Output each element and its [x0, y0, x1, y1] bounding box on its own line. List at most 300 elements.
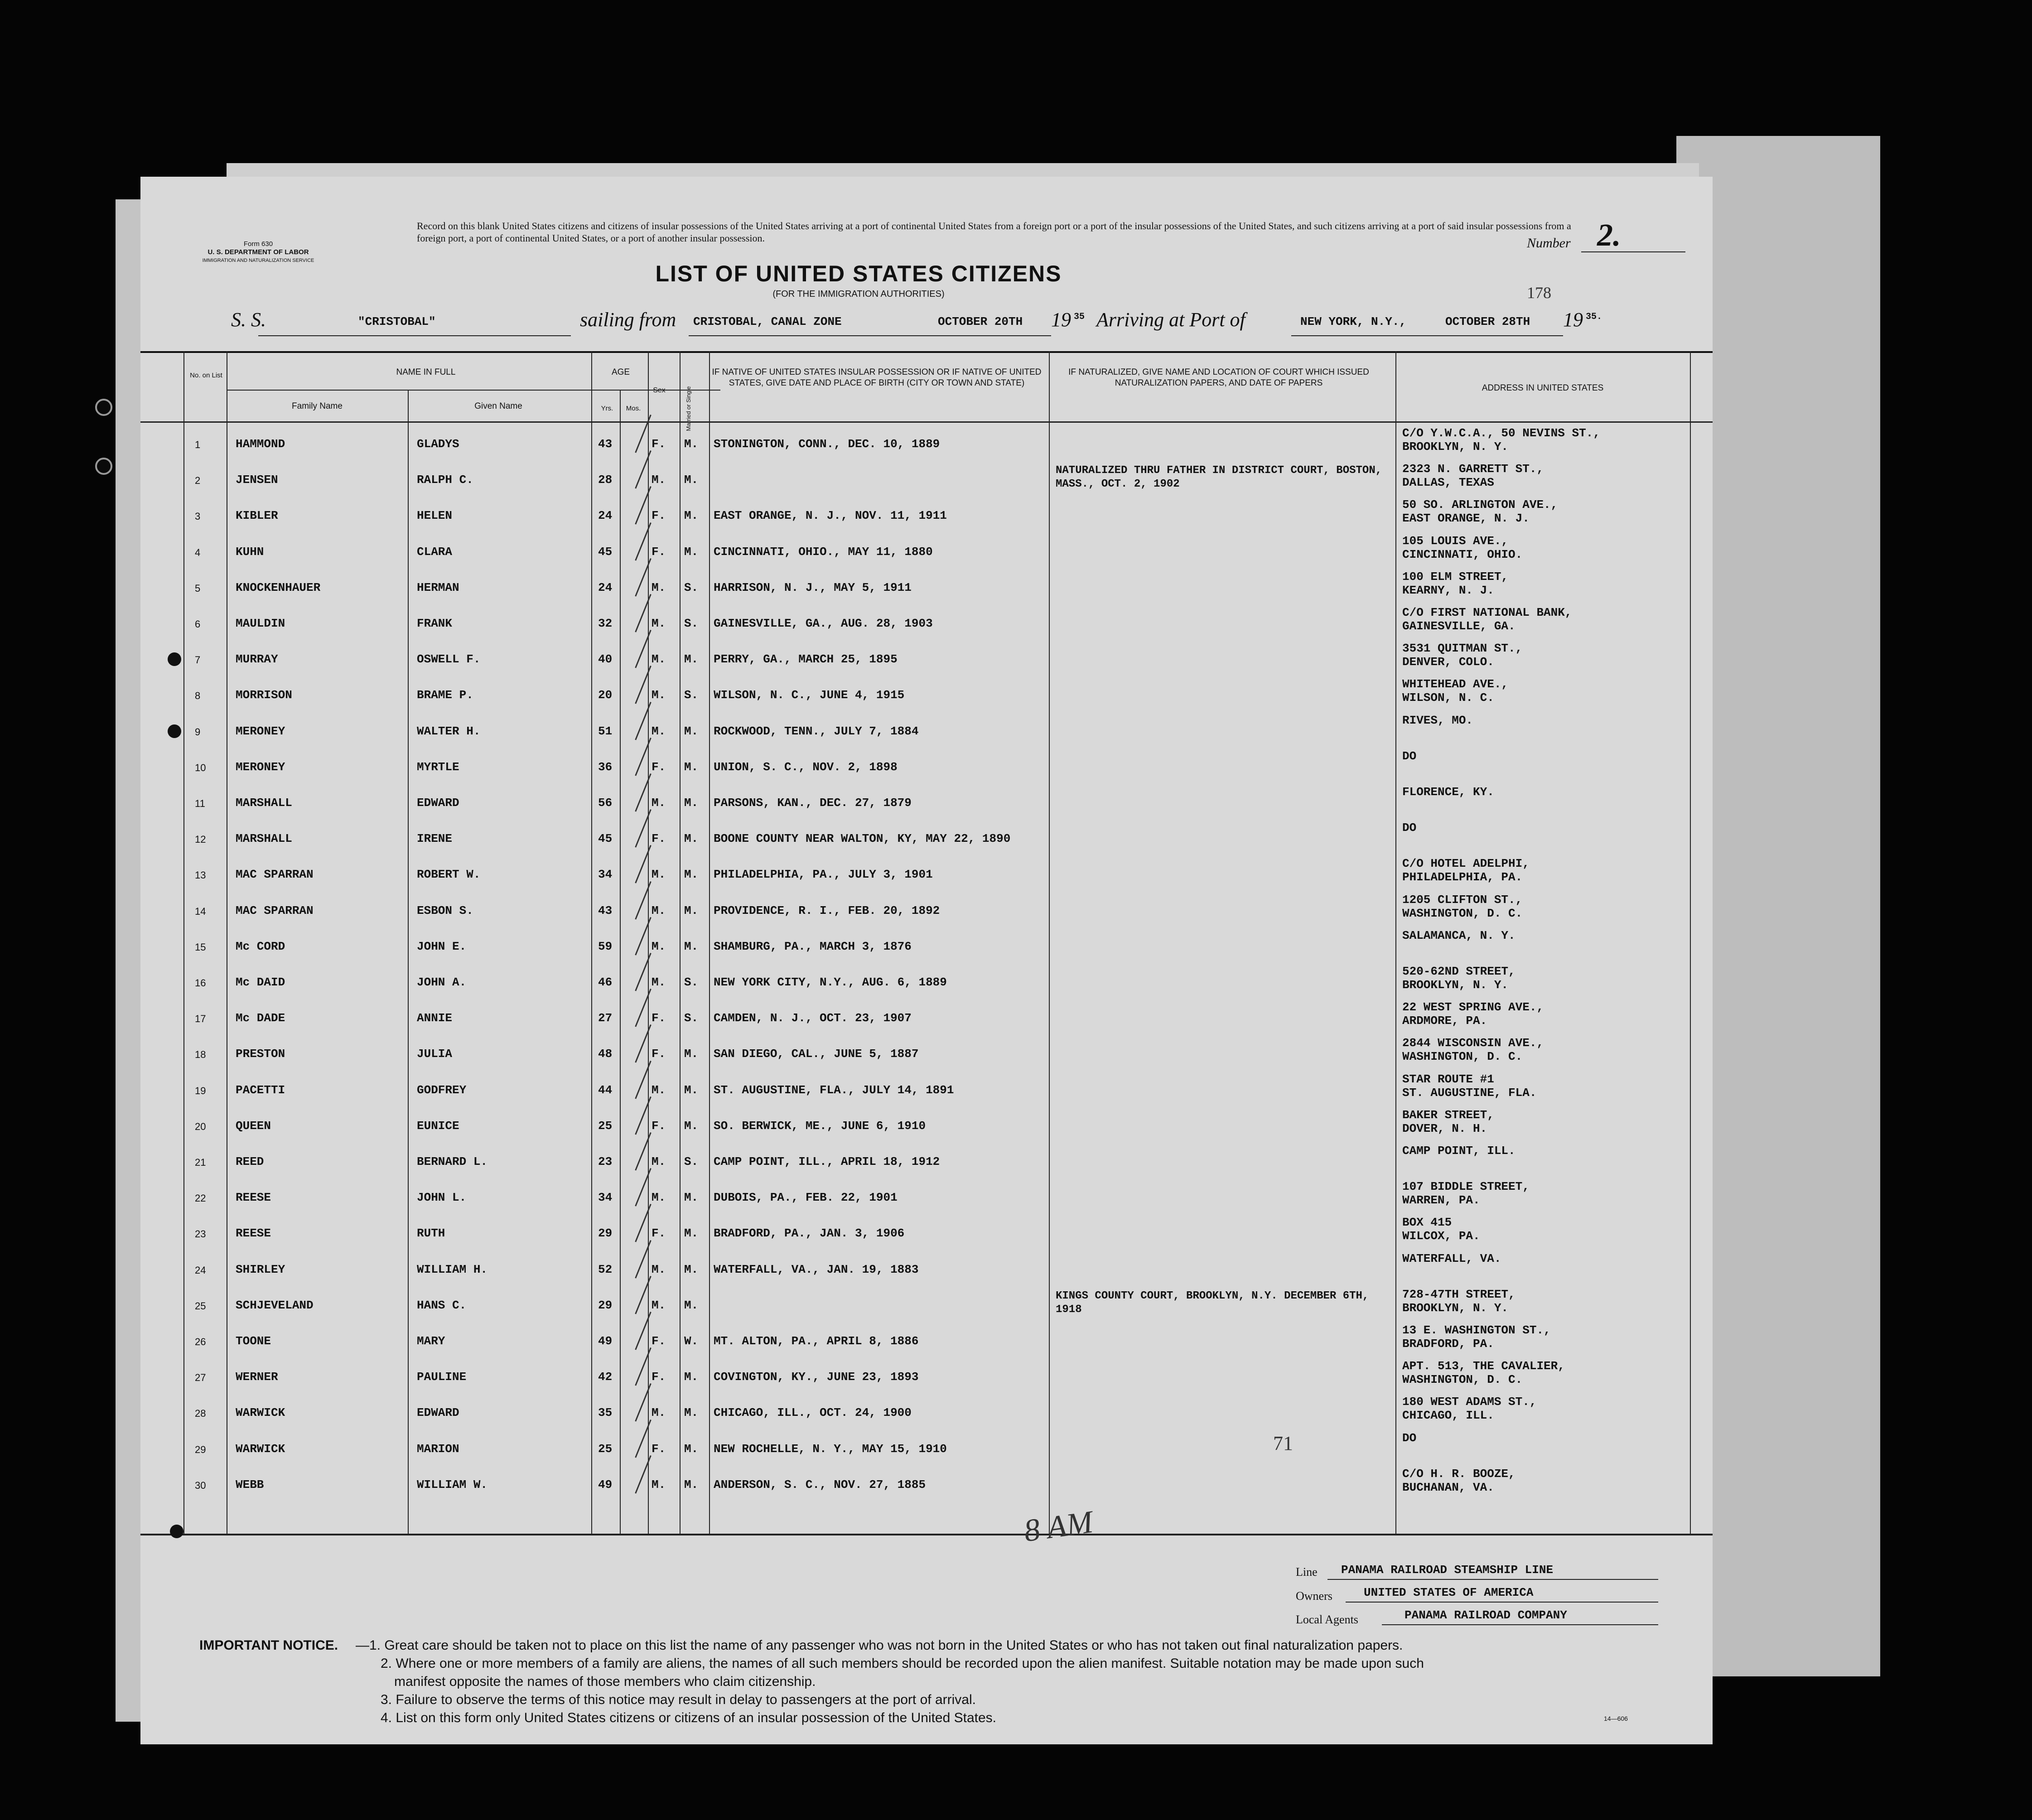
sex: F. [652, 1370, 666, 1384]
marital-status: M. [684, 939, 699, 953]
sex: F. [652, 545, 666, 559]
birth-place-date: PROVIDENCE, R. I., FEB. 20, 1892 [714, 903, 940, 917]
age-years: 29 [598, 1226, 613, 1241]
age-years: 24 [598, 509, 613, 523]
birth-place-date: CINCINNATI, OHIO., MAY 11, 1880 [714, 545, 933, 559]
marital-status: M. [684, 760, 699, 774]
birth-place-date: EAST ORANGE, N. J., NOV. 11, 1911 [714, 509, 947, 523]
table-row [140, 464, 1713, 500]
address-line-1: FLORENCE, KY. [1402, 785, 1494, 799]
punch-hole [170, 1525, 183, 1538]
given-name: EDWARD [417, 1406, 459, 1420]
marital-status: M. [684, 1442, 699, 1456]
year-2: 35. [1586, 312, 1602, 322]
address-line-1: WHITEHEAD AVE., [1402, 677, 1509, 691]
table-row [140, 1289, 1713, 1326]
given-name: RUTH [417, 1226, 445, 1241]
year-prefix-2: 19 [1563, 309, 1583, 331]
row-number: 14 [195, 905, 206, 917]
family-name: KIBLER [236, 509, 278, 523]
address-line-2: DENVER, COLO. [1402, 655, 1494, 669]
sex: F. [652, 832, 666, 846]
row-number: 10 [195, 762, 206, 773]
table-row [140, 1469, 1713, 1505]
sex: M. [652, 1477, 666, 1492]
header-split-rule [227, 390, 720, 391]
table-row [140, 536, 1713, 572]
given-name: RALPH C. [417, 473, 473, 487]
header-bottom-rule [140, 421, 1713, 423]
marital-status: M. [684, 1083, 699, 1097]
birth-place-date: PARSONS, KAN., DEC. 27, 1879 [714, 796, 912, 810]
table-row [140, 1251, 1713, 1290]
notice-item-1: —1. Great care should be taken not to place on this list the name of any passenger who was not born in the United States or who has not taken out final naturalization papers. [356, 1638, 1403, 1653]
address-line-1: 1205 CLIFTON ST., [1402, 893, 1523, 907]
marital-status: M. [684, 903, 699, 917]
marital-status: S. [684, 617, 699, 630]
header-sex: Sex [653, 386, 666, 394]
table-row [140, 1074, 1713, 1110]
row-number: 20 [195, 1120, 206, 1132]
address-line-2: DOVER, N. H. [1402, 1121, 1487, 1135]
row-number: 25 [195, 1300, 206, 1312]
address-line-1: DO [1402, 1431, 1417, 1445]
header-no: No. on List [190, 372, 222, 379]
hand-number: 71 [1273, 1432, 1293, 1454]
address-line-1: DO [1402, 821, 1417, 835]
given-name: MARION [417, 1442, 459, 1456]
route-underline [689, 335, 1051, 336]
sex: M. [652, 724, 666, 738]
given-name: WALTER H. [417, 724, 481, 738]
table-row [140, 1217, 1713, 1254]
address-line-2: ARDMORE, PA. [1402, 1014, 1487, 1028]
address-line-1: APT. 513, THE CAVALIER, [1402, 1359, 1565, 1373]
naturalization: KINGS COUNTY COURT, BROOKLYN, N.Y. DECEMBER 6TH, 1918 [1056, 1289, 1369, 1316]
family-name: MURRAY [236, 652, 278, 666]
marital-status: M. [684, 796, 699, 810]
sex: M. [652, 903, 666, 917]
address-line-1: 22 WEST SPRING AVE., [1402, 1000, 1544, 1014]
address-line-2: DALLAS, TEXAS [1402, 476, 1494, 490]
age-years: 51 [598, 724, 613, 738]
table-row [140, 928, 1713, 967]
address-line-2: WARREN, PA. [1402, 1193, 1480, 1207]
address-line-2: BROOKLYN, N. Y. [1402, 440, 1509, 454]
table-row [140, 643, 1713, 680]
notice-item-3: 3. Failure to observe the terms of this notice may result in delay to passengers at the port of arrival. [381, 1692, 976, 1707]
sex: M. [652, 975, 666, 989]
age-years: 52 [598, 1262, 613, 1276]
sex: M. [652, 796, 666, 810]
header-naturalized: IF NATURALIZED, GIVE NAME AND LOCATION OF COURT WHICH ISSUED NATURALIZATION PAPERS, AND DATE OF PAPERS [1068, 367, 1369, 388]
age-years: 27 [598, 1011, 613, 1025]
address-line-1: 50 SO. ARLINGTON AVE., [1402, 498, 1558, 512]
table-row [140, 859, 1713, 895]
page-stamp: 178 [1527, 284, 1551, 302]
family-name: MERONEY [236, 760, 285, 774]
header-address: ADDRESS IN UNITED STATES [1482, 383, 1604, 393]
table-row [140, 895, 1713, 931]
table-row [140, 787, 1713, 823]
birth-place-date: SAN DIEGO, CAL., JUNE 5, 1887 [714, 1047, 919, 1061]
address-line-1: C/O FIRST NATIONAL BANK, [1402, 606, 1572, 619]
punch-hole [168, 724, 181, 738]
family-name: REESE [236, 1191, 271, 1205]
marital-status: S. [684, 1155, 699, 1168]
address-line-1: 107 BIDDLE STREET, [1402, 1180, 1530, 1194]
owners-label: Owners [1296, 1589, 1332, 1603]
family-name: TOONE [236, 1334, 271, 1348]
marital-status: M. [684, 1226, 699, 1241]
address-line-1: 520-62ND STREET, [1402, 965, 1516, 978]
row-number: 30 [195, 1479, 206, 1491]
table-row [140, 715, 1713, 752]
table-row [140, 428, 1713, 464]
header-mos: Mos. [626, 405, 641, 412]
sex: M. [652, 473, 666, 487]
address-line-2: GAINESVILLE, GA. [1402, 619, 1516, 633]
sailing-from: CRISTOBAL, CANAL ZONE [693, 315, 842, 328]
marital-status: M. [684, 724, 699, 738]
age-years: 46 [598, 975, 613, 989]
arriving-label: Arriving at Port of [1096, 309, 1245, 331]
given-name: MARY [417, 1334, 445, 1348]
header-name: NAME IN FULL [396, 367, 456, 377]
number-label: Number [1527, 236, 1571, 251]
marital-status: S. [684, 688, 699, 702]
arrival-date: OCTOBER 28TH [1445, 315, 1530, 328]
department: U. S. DEPARTMENT OF LABOR [208, 248, 309, 256]
binder-hole [95, 399, 112, 416]
family-name: MARSHALL [236, 796, 292, 810]
address-line-2: EAST ORANGE, N. J. [1402, 512, 1530, 526]
marital-status: M. [684, 868, 699, 882]
header-birth: IF NATIVE OF UNITED STATES INSULAR POSSESSION OR IF NATIVE OF UNITED STATES, GIVE DATE AND PLACE OF BIRTH (CITY OR TOWN AND STATE) [712, 367, 1042, 388]
address-line-2: WASHINGTON, D. C. [1402, 1050, 1523, 1064]
row-number: 17 [195, 1013, 206, 1025]
table-row [140, 823, 1713, 859]
table-row [140, 751, 1713, 787]
sex: M. [652, 652, 666, 666]
row-number: 6 [195, 618, 201, 630]
birth-place-date: PHILADELPHIA, PA., JULY 3, 1901 [714, 868, 933, 882]
birth-place-date: ST. AUGUSTINE, FLA., JULY 14, 1891 [714, 1083, 954, 1097]
sex: M. [652, 1298, 666, 1312]
birth-place-date: ANDERSON, S. C., NOV. 27, 1885 [714, 1477, 926, 1492]
table-row [140, 679, 1713, 715]
hand-time: 8 AM [1022, 1504, 1095, 1549]
agents-label: Local Agents [1296, 1613, 1358, 1626]
sex: M. [652, 688, 666, 702]
marital-status: M. [684, 1406, 699, 1420]
age-years: 32 [598, 617, 613, 630]
address-line-1: BAKER STREET, [1402, 1108, 1494, 1122]
age-years: 49 [598, 1334, 613, 1348]
birth-place-date: UNION, S. C., NOV. 2, 1898 [714, 760, 898, 774]
birth-place-date: STONINGTON, CONN., DEC. 10, 1889 [714, 437, 940, 451]
row-number: 11 [195, 798, 205, 809]
row-number: 29 [195, 1443, 206, 1455]
table-row [140, 608, 1713, 644]
line-underline [1327, 1579, 1658, 1580]
birth-place-date: WILSON, N. C., JUNE 4, 1915 [714, 688, 905, 702]
row-number: 19 [195, 1085, 206, 1096]
address-line-1: 13 E. WASHINGTON ST., [1402, 1323, 1551, 1337]
given-name: ANNIE [417, 1011, 453, 1025]
row-number: 28 [195, 1408, 206, 1419]
sex: M. [652, 1083, 666, 1097]
marital-status: M. [684, 1298, 699, 1312]
given-name: ESBON S. [417, 903, 473, 917]
row-number: 1 [195, 439, 201, 450]
age-years: 49 [598, 1477, 613, 1492]
birth-place-date: SO. BERWICK, ME., JUNE 6, 1910 [714, 1119, 926, 1133]
address-line-2: WASHINGTON, D. C. [1402, 906, 1523, 920]
marital-status: M. [684, 473, 699, 487]
family-name: Mc DAID [236, 975, 285, 989]
age-years: 40 [598, 652, 613, 666]
header-family: Family Name [292, 401, 343, 411]
sex: F. [652, 1334, 666, 1348]
address-line-2: WASHINGTON, D. C. [1402, 1373, 1523, 1387]
address-line-2: ST. AUGUSTINE, FLA. [1402, 1086, 1537, 1100]
agents-underline [1382, 1624, 1658, 1625]
given-name: JOHN A. [417, 975, 467, 989]
age-years: 56 [598, 796, 613, 810]
sex: M. [652, 1262, 666, 1276]
family-name: Mc DADE [236, 1011, 285, 1025]
year-1: 35 [1074, 312, 1085, 322]
marital-status: S. [684, 580, 699, 594]
marital-status: M. [684, 652, 699, 666]
given-name: JULIA [417, 1047, 453, 1061]
notice-lead: IMPORTANT NOTICE. [199, 1638, 338, 1653]
family-name: QUEEN [236, 1119, 271, 1133]
given-name: HANS C. [417, 1298, 467, 1312]
given-name: HELEN [417, 509, 453, 523]
line-value: PANAMA RAILROAD STEAMSHIP LINE [1341, 1563, 1554, 1577]
address-line-1: C/O HOTEL ADELPHI, [1402, 857, 1530, 871]
address-line-1: 3531 QUITMAN ST., [1402, 642, 1523, 656]
marital-status: M. [684, 832, 699, 846]
page-title: LIST OF UNITED STATES CITIZENS [655, 261, 1062, 286]
sex: F. [652, 1047, 666, 1061]
given-name: GLADYS [417, 437, 459, 451]
family-name: Mc CORD [236, 939, 285, 953]
notice-item-2a: 2. Where one or more members of a family are aliens, the names of all such members should be recorded upon the alien manifest. Suitable notation may be made upon such [381, 1656, 1424, 1671]
family-name: WERNER [236, 1370, 278, 1384]
address-line-1: RIVES, MO. [1402, 713, 1473, 727]
address-line-2: BUCHANAN, VA. [1402, 1480, 1494, 1494]
row-number: 24 [195, 1264, 206, 1276]
row-number: 5 [195, 582, 201, 594]
row-number: 27 [195, 1372, 206, 1384]
age-years: 59 [598, 939, 613, 953]
address-line-1: C/O Y.W.C.A., 50 NEVINS ST., [1402, 426, 1600, 440]
binder-hole [95, 458, 112, 475]
address-line-2: BROOKLYN, N. Y. [1402, 978, 1509, 992]
naturalization: NATURALIZED THRU FATHER IN DISTRICT COURT, BOSTON, MASS., OCT. 2, 1902 [1056, 464, 1382, 491]
family-name: JENSEN [236, 473, 278, 487]
given-name: WILLIAM H. [417, 1262, 488, 1276]
marital-status: M. [684, 1119, 699, 1133]
table-row [140, 1002, 1713, 1038]
address-line-2: WILCOX, PA. [1402, 1229, 1480, 1243]
address-line-1: WATERFALL, VA. [1402, 1251, 1501, 1265]
row-number: 16 [195, 977, 206, 989]
age-years: 36 [598, 760, 613, 774]
age-years: 34 [598, 1191, 613, 1205]
family-name: PRESTON [236, 1047, 285, 1061]
table-row [140, 1110, 1713, 1146]
marital-status: S. [684, 1011, 699, 1025]
punch-hole [168, 652, 181, 666]
address-line-1: 2323 N. GARRETT ST., [1402, 462, 1544, 476]
preamble: Record on this blank United States citizens and citizens of insular possessions of the United States arriving at a port of continental United States from a foreign port or a port of the insular possessions of the United States, and such citizens arriving at a port of said insular possessions from a foreign port, a port of continental United States, or a port of another insular possession. [417, 220, 1571, 244]
form-code: Form 630 [243, 240, 273, 248]
header-yrs: Yrs. [601, 405, 613, 412]
address-line-1: CAMP POINT, ILL. [1402, 1144, 1516, 1158]
foot-code: 14—606 [1604, 1715, 1628, 1722]
arrival-port: NEW YORK, N.Y., [1300, 315, 1407, 328]
row-number: 2 [195, 475, 201, 487]
age-years: 23 [598, 1155, 613, 1168]
marital-status: M. [684, 1191, 699, 1205]
table-row [140, 1361, 1713, 1397]
age-years: 34 [598, 868, 613, 882]
birth-place-date: ROCKWOOD, TENN., JULY 7, 1884 [714, 724, 919, 738]
address-line-2: WILSON, N. C. [1402, 691, 1494, 705]
birth-place-date: SHAMBURG, PA., MARCH 3, 1876 [714, 939, 912, 953]
table-bottom-rule [140, 1534, 1713, 1535]
age-years: 45 [598, 545, 613, 559]
address-line-1: SALAMANCA, N. Y. [1402, 928, 1516, 942]
sex: M. [652, 868, 666, 882]
table-row [140, 500, 1713, 536]
given-name: EDWARD [417, 796, 459, 810]
header-age: AGE [611, 367, 630, 377]
line-label: Line [1296, 1565, 1318, 1579]
family-name: HAMMOND [236, 437, 285, 451]
sex: F. [652, 1442, 666, 1456]
given-name: FRANK [417, 617, 453, 630]
agents-value: PANAMA RAILROAD COMPANY [1405, 1608, 1567, 1622]
age-years: 48 [598, 1047, 613, 1061]
row-number: 21 [195, 1157, 206, 1168]
marital-status: M. [684, 1047, 699, 1061]
service: IMMIGRATION AND NATURALIZATION SERVICE [202, 258, 314, 263]
row-number: 9 [195, 726, 201, 738]
given-name: PAULINE [417, 1370, 467, 1384]
family-name: REED [236, 1155, 264, 1168]
birth-place-date: BOONE COUNTY NEAR WALTON, KY, MAY 22, 1890 [714, 832, 1011, 846]
row-number: 22 [195, 1192, 206, 1204]
given-name: JOHN L. [417, 1191, 467, 1205]
table-row [140, 1325, 1713, 1361]
sex: F. [652, 1011, 666, 1025]
marital-status: M. [684, 545, 699, 559]
age-years: 25 [598, 1119, 613, 1133]
birth-place-date: WATERFALL, VA., JAN. 19, 1883 [714, 1262, 919, 1276]
owners-value: UNITED STATES OF AMERICA [1364, 1586, 1534, 1599]
row-number: 8 [195, 690, 201, 702]
family-name: MAULDIN [236, 617, 285, 630]
owners-underline [1346, 1602, 1658, 1603]
row-number: 12 [195, 834, 206, 845]
family-name: MAC SPARRAN [236, 903, 314, 917]
row-number: 23 [195, 1228, 206, 1240]
header-given: Given Name [474, 401, 522, 411]
family-name: WARWICK [236, 1406, 285, 1420]
manifest-sheet [140, 177, 1713, 1744]
row-number: 4 [195, 546, 201, 558]
birth-place-date: MT. ALTON, PA., APRIL 8, 1886 [714, 1334, 919, 1348]
sex: M. [652, 939, 666, 953]
birth-place-date: CAMDEN, N. J., OCT. 23, 1907 [714, 1011, 912, 1025]
birth-place-date: NEW ROCHELLE, N. Y., MAY 15, 1910 [714, 1442, 947, 1456]
family-name: SCHJEVELAND [236, 1298, 314, 1312]
address-line-2: CINCINNATI, OHIO. [1402, 547, 1523, 561]
given-name: BRAME P. [417, 688, 473, 702]
marital-status: M. [684, 437, 699, 451]
marital-status: M. [684, 1370, 699, 1384]
given-name: IRENE [417, 832, 453, 846]
address-line-1: 100 ELM STREET, [1402, 570, 1509, 584]
age-years: 44 [598, 1083, 613, 1097]
row-number: 18 [195, 1049, 206, 1061]
number-underline [1581, 251, 1685, 252]
birth-place-date: PERRY, GA., MARCH 25, 1895 [714, 652, 898, 666]
age-years: 45 [598, 832, 613, 846]
address-line-1: STAR ROUTE #1 [1402, 1072, 1494, 1086]
table-row [140, 572, 1713, 608]
family-name: SHIRLEY [236, 1262, 285, 1276]
given-name: HERMAN [417, 580, 459, 594]
row-number: 7 [195, 654, 201, 666]
address-line-1: 728-47TH STREET, [1402, 1287, 1516, 1301]
age-years: 43 [598, 437, 613, 451]
address-line-2: BROOKLYN, N. Y. [1402, 1301, 1509, 1315]
sex: F. [652, 760, 666, 774]
given-name: MYRTLE [417, 760, 459, 774]
table-row [140, 966, 1713, 1003]
port-underline [1291, 335, 1563, 336]
birth-place-date: DUBOIS, PA., FEB. 22, 1901 [714, 1191, 898, 1205]
year-prefix-1: 19 [1051, 309, 1071, 331]
marital-status: S. [684, 975, 699, 989]
ship-name: "CRISTOBAL" [358, 315, 436, 328]
address-line-1: 105 LOUIS AVE., [1402, 534, 1509, 548]
sex: M. [652, 1191, 666, 1205]
row-number: 13 [195, 869, 206, 881]
given-name: JOHN E. [417, 939, 467, 953]
family-name: MARSHALL [236, 832, 292, 846]
table-row [140, 1397, 1713, 1433]
marital-status: M. [684, 1477, 699, 1492]
sailing-label: sailing from [580, 309, 676, 331]
given-name: BERNARD L. [417, 1155, 488, 1168]
address-line-1: BOX 415 [1402, 1216, 1452, 1230]
address-line-1: 180 WEST ADAMS ST., [1402, 1395, 1537, 1409]
age-years: 43 [598, 903, 613, 917]
birth-place-date: GAINESVILLE, GA., AUG. 28, 1903 [714, 617, 933, 630]
family-name: MORRISON [236, 688, 292, 702]
age-years: 24 [598, 580, 613, 594]
birth-place-date: BRADFORD, PA., JAN. 3, 1906 [714, 1226, 905, 1241]
ss-label: S. S. [231, 309, 266, 331]
sex: M. [652, 1155, 666, 1168]
